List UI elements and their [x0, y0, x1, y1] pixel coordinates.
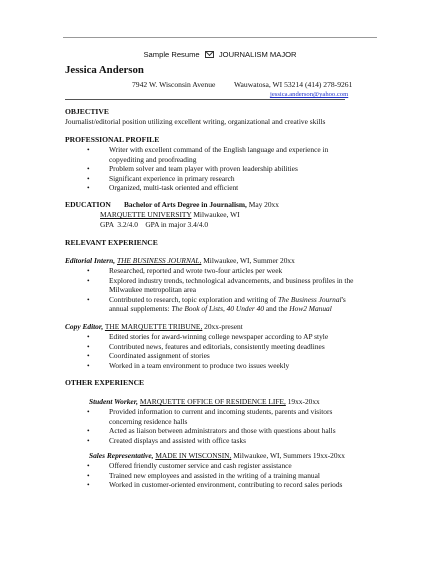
list-item: • Writer with excellent command of the English language and experience in	[87, 145, 328, 155]
list-item-continuation: Milwaukee metropolitan area	[109, 285, 197, 295]
job-org: MADE IN WISCONSIN,	[155, 451, 232, 460]
list-item: • Contributed news, features and editorials, consistently meeting deadlines	[87, 342, 328, 352]
list-item	[87, 285, 353, 295]
supplements: The Book of Lists, 40 Under 40	[171, 304, 265, 314]
school-name: MARQUETTE UNIVERSITY	[100, 210, 192, 219]
list-item: • Trained new employees and assisted in the writing of a training manual	[87, 471, 342, 481]
school-location: Milwaukee, WI	[193, 210, 240, 219]
header-rule	[65, 99, 345, 100]
supplement-manual: How2 Manual	[289, 304, 332, 314]
document-header	[0, 50, 440, 60]
email-link[interactable]: jessica.anderson@yahoo.com	[270, 91, 349, 98]
list-item: • Coordinated assignment of stories	[87, 351, 328, 361]
job-org: MARQUETTE OFFICE OF RESIDENCE LIFE,	[139, 397, 286, 406]
top-rule	[63, 37, 377, 38]
publication-suffix: 's	[341, 294, 346, 304]
list-item: • Researched, reported and wrote two-four articles per week	[87, 266, 353, 276]
job-title: Copy Editor,	[65, 322, 104, 331]
list-item	[87, 304, 353, 314]
sales-rep-list	[87, 461, 342, 490]
job-details: 19xx-20xx	[287, 397, 320, 406]
city-phone: Wauwatosa, WI 53214 (414) 278-9261	[234, 80, 353, 89]
publication-name: The Business Journal	[277, 294, 342, 304]
education-heading: EDUCATION	[65, 200, 111, 209]
objective-text: Journalist/editorial position utilizing excellent writing, organizational and creative skills	[65, 117, 326, 126]
student-worker-list	[87, 407, 336, 445]
list-item-continuation: concerning residence halls	[109, 416, 188, 426]
job-details: 20xx-present	[204, 322, 243, 331]
degree: Bachelor of Arts Degree in Journalism,	[124, 200, 247, 209]
list-item: • Provided information to current and incoming students, parents and visitors	[87, 407, 336, 417]
candidate-name: Jessica Anderson	[65, 64, 144, 76]
job-title: Sales Representative,	[89, 451, 154, 460]
profile-heading: PROFESSIONAL PROFILE	[65, 135, 160, 144]
list-item: • Created displays and assisted with office tasks	[87, 436, 336, 446]
job-student-worker	[89, 397, 320, 407]
job-details: Milwaukee, WI, Summer 20xx	[203, 256, 295, 265]
job-org: THE MARQUETTE TRIBUNE,	[104, 322, 203, 331]
list-item	[87, 155, 328, 165]
profile-list	[87, 145, 328, 193]
job-sales-rep	[89, 451, 345, 461]
list-item: • Significant experience in primary research	[87, 174, 328, 184]
list-item-continuation: copyediting and proofreading	[109, 154, 197, 164]
intern-list	[87, 266, 353, 314]
list-item: • Offered friendly customer service and cash register assistance	[87, 461, 342, 471]
list-item: • Acted as liaison between administrators and those with questions about halls	[87, 426, 336, 436]
job-copy-editor	[65, 322, 243, 332]
envelope-icon	[205, 51, 214, 58]
school-line	[100, 210, 240, 220]
job-details: Milwaukee, WI, Summers 19xx-20xx	[233, 451, 345, 460]
degree-date: May 20xx	[248, 200, 279, 209]
gpa-line: GPA 3.2/4.0 GPA in major 3.4/4.0	[100, 220, 209, 229]
list-item: • Organized, multi-task oriented and efficient	[87, 183, 328, 193]
relevant-heading: RELEVANT EXPERIENCE	[65, 238, 158, 247]
other-heading: OTHER EXPERIENCE	[65, 378, 145, 387]
list-item	[87, 417, 336, 427]
list-item: • Edited stories for award-winning college newspaper according to AP style	[87, 332, 328, 342]
supplements-and: and the	[265, 304, 288, 314]
list-item: • Explored industry trends, technological advancements, and business profiles in the	[87, 276, 353, 286]
job-title: Student Worker,	[89, 397, 139, 406]
job-title: Editorial Intern,	[65, 256, 116, 265]
list-item-text: Contributed to research, topic exploration and writing of	[109, 294, 277, 304]
street-address: 7942 W. Wisconsin Avenue	[132, 80, 216, 89]
list-item: • Worked in a team environment to produce two issues weekly	[87, 361, 328, 371]
list-item	[87, 295, 353, 305]
header-right: JOURNALISM MAJOR	[218, 50, 297, 59]
degree-line	[124, 200, 279, 210]
job-org: THE BUSINESS JOURNAL,	[116, 256, 202, 265]
list-item: • Worked in customer-oriented environment, contributing to record sales periods	[87, 480, 342, 490]
header-left: Sample Resume	[143, 50, 200, 59]
list-item: • Problem solver and team player with proven leadership abilities	[87, 164, 328, 174]
job-editorial-intern	[65, 256, 295, 266]
objective-heading: OBJECTIVE	[65, 107, 109, 116]
copy-editor-list	[87, 332, 328, 370]
list-item-text: annual supplements:	[109, 304, 170, 314]
